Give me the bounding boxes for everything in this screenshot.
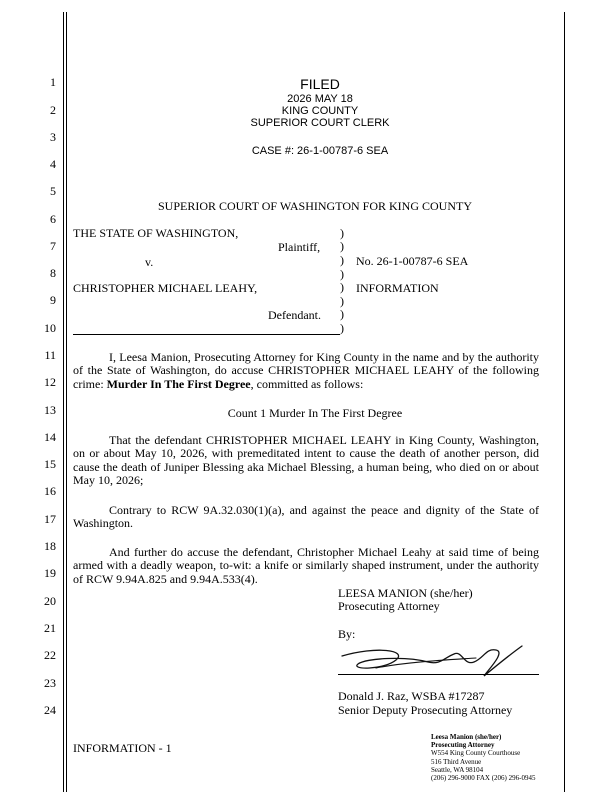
line-number: 5	[50, 184, 56, 198]
stamp-filed: FILED	[300, 76, 340, 92]
line-number: 17	[44, 512, 56, 526]
line-number: 13	[44, 403, 56, 417]
office-address-line-2: 516 Third Avenue	[431, 757, 482, 766]
caption-paren: )	[340, 321, 344, 335]
line-number: 2	[50, 103, 56, 117]
document-type: INFORMATION	[356, 281, 439, 295]
count-heading: Count 1 Murder In The First Degree	[227, 406, 403, 420]
line-number: 22	[44, 648, 56, 662]
line-number: 8	[50, 266, 56, 280]
defendant-role: Defendant.	[268, 308, 321, 322]
office-title: Prosecuting Attorney	[431, 741, 495, 750]
line-number: 9	[50, 293, 56, 307]
prosecutor-title: Prosecuting Attorney	[338, 599, 440, 613]
intro-suffix: , committed as follows:	[250, 376, 364, 391]
court-title: SUPERIOR COURT OF WASHINGTON FOR KING COUNTY	[158, 199, 472, 213]
signer-title: Senior Deputy Prosecuting Attorney	[338, 703, 513, 717]
line-number: 20	[44, 594, 56, 608]
plaintiff-name: THE STATE OF WASHINGTON,	[73, 226, 239, 240]
line-number: 14	[44, 430, 56, 444]
signature-line	[338, 674, 539, 675]
office-phone: (206) 296-9000 FAX (206) 296-0945	[431, 774, 536, 783]
case-number: No. 26-1-00787-6 SEA	[356, 254, 469, 268]
footer-page-label: INFORMATION - 1	[73, 741, 172, 755]
right-margin-rule	[564, 12, 565, 792]
office-address-line-1: W554 King County Courthouse	[431, 749, 521, 758]
caption-paren: )	[340, 294, 344, 308]
plaintiff-role: Plaintiff,	[278, 240, 321, 254]
line-number: 4	[50, 157, 56, 171]
line-number: 15	[44, 457, 56, 471]
line-number: 18	[44, 539, 56, 553]
prosecutor-name: LEESA MANION (she/her)	[338, 586, 473, 600]
intro-paragraph	[73, 351, 539, 391]
signer-name: Donald J. Raz, WSBA #17287	[338, 689, 485, 703]
caption-paren: )	[340, 280, 344, 294]
caption-paren: )	[340, 253, 344, 267]
stamp-county: KING COUNTY	[281, 105, 359, 117]
left-margin-rule-inner	[66, 12, 67, 792]
crime-name: Murder In The First Degree	[106, 376, 251, 391]
line-number: 7	[50, 239, 56, 253]
line-number: 19	[44, 566, 56, 580]
handwritten-signature	[336, 640, 541, 684]
line-number: 16	[44, 484, 56, 498]
caption-paren: )	[340, 307, 344, 321]
defendant-name: CHRISTOPHER MICHAEL LEAHY,	[73, 281, 258, 295]
versus-label: v.	[145, 255, 154, 269]
line-number: 11	[44, 348, 56, 362]
left-margin-rule-outer	[63, 12, 64, 792]
statute-paragraph: Contrary to RCW 9A.32.030(1)(a), and against the peace and dignity of the State of Washington.	[73, 503, 539, 531]
office-name: Leesa Manion (she/her)	[431, 733, 502, 741]
line-number: 24	[44, 703, 56, 717]
by-label: By:	[338, 627, 356, 641]
intro-text: I, Leesa Manion, Prosecuting Attorney for King County in the name and by the authority of the State of Washington, do accuse CHRISTOPHER MICHAEL LEAHY of the following crime:	[73, 350, 539, 391]
stamp-date: 2026 MAY 18	[287, 93, 353, 105]
caption-underline	[73, 334, 340, 335]
line-number: 1	[50, 75, 56, 89]
caption-paren: )	[340, 267, 344, 281]
caption-paren: )	[340, 239, 344, 253]
line-number: 12	[44, 375, 56, 389]
line-number: 21	[44, 621, 56, 635]
deadly-weapon-paragraph: And further do accuse the defendant, Christopher Michael Leahy at said time of being armed with a deadly weapon, to-wit: a knife or similarly shaped instrument, under the authority of RCW 9.94A.825 and 9.94A.533(4).	[73, 545, 539, 586]
line-number: 3	[50, 130, 56, 144]
stamp-case-number: CASE #: 26-1-00787-6 SEA	[251, 145, 389, 157]
stamp-clerk: SUPERIOR COURT CLERK	[250, 117, 390, 129]
line-number: 6	[50, 212, 56, 226]
caption-paren: )	[340, 226, 344, 240]
line-number: 23	[44, 676, 56, 690]
office-address-block	[431, 733, 535, 782]
office-address-line-3: Seattle, WA 98104	[431, 765, 484, 774]
line-number: 10	[44, 321, 56, 335]
count-paragraph: That the defendant CHRISTOPHER MICHAEL LEAHY in King County, Washington, on or about May 10, 2026, with premeditated intent to cause the death of another person, did cause the death of Juniper Blessing aka Michael Blessing, a human being, who died on or about May 10, 2026;	[73, 433, 539, 487]
